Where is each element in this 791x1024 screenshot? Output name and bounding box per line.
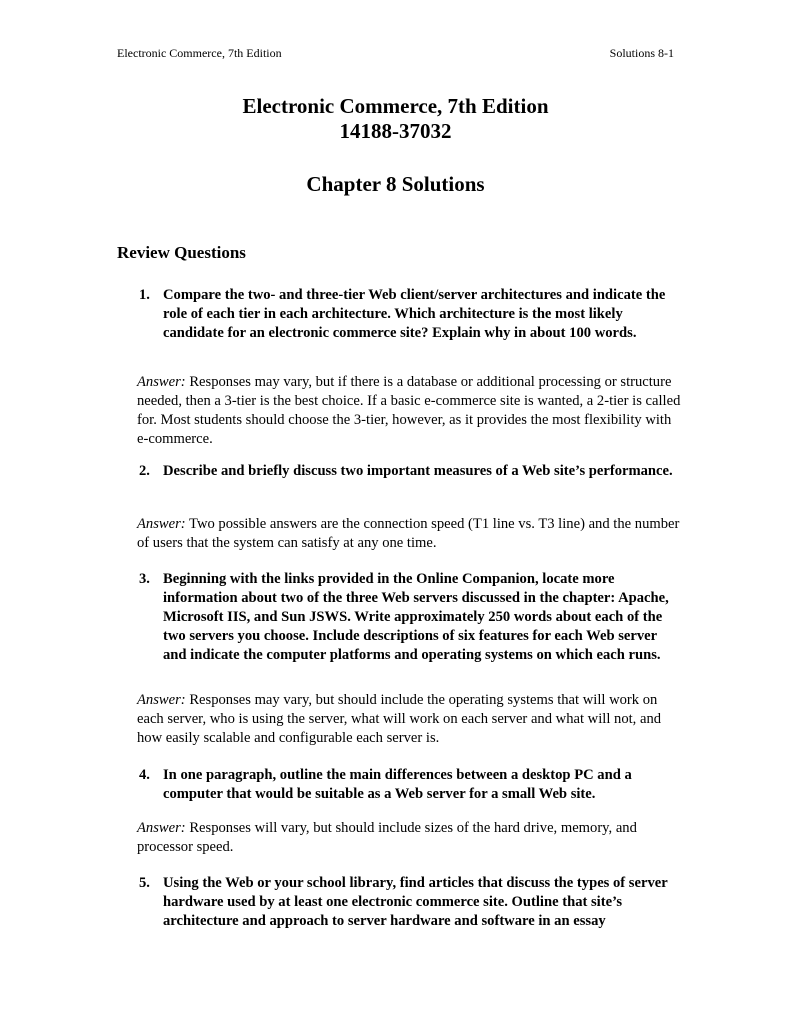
question-number: 2.	[139, 463, 150, 479]
answer-label: Answer:	[137, 692, 186, 708]
question-text: Using the Web or your school library, find articles that discuss the types of server hardware used by at least one electronic commerce site. Outline that site’s architecture and approach to server hardware and software in an essay	[163, 875, 668, 929]
answer-text: Responses may vary, but should include the operating systems that will work on each server, who is using the server, what will work on each server and what will not, and how easily scalable and configurable each server is.	[137, 692, 662, 746]
answer-label: Answer:	[137, 820, 186, 836]
question-2	[117, 462, 677, 481]
title-line-2: 14188-37032	[339, 119, 452, 143]
header-page-number: Solutions 8-1	[609, 46, 674, 60]
answer-text: Two possible answers are the connection speed (T1 line vs. T3 line) and the number of users that the system can satisfy at any one time.	[137, 516, 680, 551]
title-line-1: Electronic Commerce, 7th Edition	[242, 94, 549, 118]
question-number: 1.	[139, 287, 150, 303]
question-5	[117, 874, 677, 931]
question-3	[117, 570, 677, 665]
answer-text: Responses will vary, but should include sizes of the hard drive, memory, and processor speed.	[137, 820, 637, 855]
document-title	[0, 94, 791, 144]
question-4	[117, 766, 677, 804]
question-number: 3.	[139, 571, 150, 587]
answer-label: Answer:	[137, 374, 186, 390]
question-text: Describe and briefly discuss two important measures of a Web site’s performance.	[163, 463, 673, 479]
header-book-title: Electronic Commerce, 7th Edition	[117, 46, 282, 60]
answer-3	[137, 691, 682, 748]
question-text: Beginning with the links provided in the Online Companion, locate more information about two of the three Web servers discussed in the chapter: Apache, Microsoft IIS, and Sun JSWS. Write approximately 250 words about each of the two servers you choose. Include descriptions of six features for each Web server and indicate the computer platforms and operating systems on which each runs.	[163, 571, 669, 663]
answer-4	[137, 819, 682, 857]
section-heading: Review Questions	[117, 243, 246, 262]
question-text: In one paragraph, outline the main differences between a desktop PC and a computer that would be suitable as a Web server for a small Web site.	[163, 767, 632, 802]
answer-label: Answer:	[137, 516, 186, 532]
question-text: Compare the two- and three-tier Web client/server architectures and indicate the role of each tier in each architecture. Which architecture is the most likely candidate for an electronic commerce site? Explain why in about 100 words.	[163, 287, 666, 341]
question-number: 4.	[139, 767, 150, 783]
answer-1	[137, 373, 682, 449]
chapter-title: Chapter 8 Solutions	[306, 172, 485, 196]
question-number: 5.	[139, 875, 150, 891]
answer-2	[137, 515, 682, 553]
answer-text: Responses may vary, but if there is a database or additional processing or structure needed, then a 3-tier is the best choice. If a basic e-commerce site is wanted, a 2-tier is called for. Most students should choose the 3-tier, however, as it provides the most flexibility with e-commerce.	[137, 374, 681, 447]
question-1	[117, 286, 677, 343]
